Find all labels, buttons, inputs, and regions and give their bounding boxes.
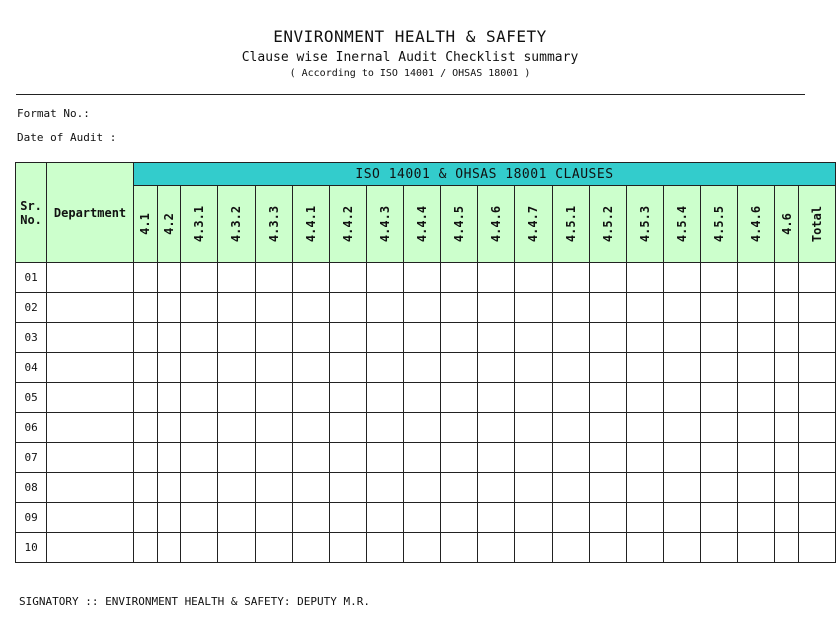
clause-cell[interactable] [738, 293, 775, 323]
clause-cell[interactable] [218, 323, 255, 353]
clause-header [775, 186, 799, 263]
department-cell[interactable] [47, 353, 134, 383]
clause-cell[interactable] [626, 413, 663, 443]
clause-cell[interactable] [255, 263, 292, 293]
table-row [16, 263, 836, 293]
clause-header [366, 186, 403, 263]
clause-cell[interactable] [157, 443, 181, 473]
clause-cell[interactable] [255, 533, 292, 563]
table-row [16, 353, 836, 383]
clause-label: 4.5.5 [712, 205, 727, 243]
clause-cell[interactable] [775, 473, 799, 503]
department-cell[interactable] [47, 293, 134, 323]
clause-cell[interactable] [441, 323, 478, 353]
clause-cell[interactable] [701, 263, 738, 293]
clause-cell[interactable] [181, 383, 218, 413]
clause-label: 4.3.2 [229, 205, 244, 243]
clause-label: 4.5.3 [637, 205, 652, 243]
clause-label: 4.4.1 [303, 205, 318, 243]
clause-cell[interactable] [292, 323, 329, 353]
clause-cell[interactable] [292, 503, 329, 533]
clause-label: 4.3.1 [192, 205, 207, 243]
clause-cell[interactable] [589, 413, 626, 443]
clause-cell[interactable] [701, 503, 738, 533]
clause-cell[interactable] [292, 443, 329, 473]
clause-cell[interactable] [701, 323, 738, 353]
clause-cell[interactable] [255, 293, 292, 323]
clause-cell[interactable] [292, 473, 329, 503]
clause-cell[interactable] [515, 323, 552, 353]
clause-cell[interactable] [366, 473, 403, 503]
clause-cell[interactable] [775, 443, 799, 473]
clause-cell[interactable] [329, 293, 366, 323]
clause-header [181, 186, 218, 263]
clause-cell[interactable] [798, 353, 835, 383]
clause-cell[interactable] [775, 263, 799, 293]
clause-cell[interactable] [329, 503, 366, 533]
clause-cell[interactable] [181, 533, 218, 563]
sr-no-cell: 10 [16, 533, 47, 563]
clause-cell[interactable] [441, 413, 478, 443]
clause-cell[interactable] [663, 443, 700, 473]
clause-cell[interactable] [515, 503, 552, 533]
audit-checklist-table [15, 162, 836, 563]
clause-cell[interactable] [157, 413, 181, 443]
clause-cell[interactable] [552, 353, 589, 383]
clause-cell[interactable] [701, 443, 738, 473]
clause-cell[interactable] [552, 323, 589, 353]
clause-cell[interactable] [798, 263, 835, 293]
clause-cell[interactable] [515, 533, 552, 563]
clause-label: 4.5.1 [563, 205, 578, 243]
clause-cell[interactable] [292, 533, 329, 563]
clause-cell[interactable] [663, 533, 700, 563]
clause-cell[interactable] [478, 353, 515, 383]
clause-cell[interactable] [255, 383, 292, 413]
department-cell[interactable] [47, 503, 134, 533]
clause-cell[interactable] [552, 293, 589, 323]
clause-header [441, 186, 478, 263]
clause-header [626, 186, 663, 263]
clause-label: 4.6 [779, 213, 794, 235]
clause-cell[interactable] [404, 293, 441, 323]
clause-cell[interactable] [701, 353, 738, 383]
clause-cell[interactable] [181, 323, 218, 353]
clause-label: 4.5.4 [674, 205, 689, 243]
clause-cell[interactable] [218, 533, 255, 563]
clause-label: 4.2 [161, 213, 176, 235]
clause-cell[interactable] [329, 443, 366, 473]
clause-header [292, 186, 329, 263]
clause-header [255, 186, 292, 263]
table-row [16, 293, 836, 323]
clause-cell[interactable] [478, 293, 515, 323]
clause-cell[interactable] [552, 503, 589, 533]
clause-cell[interactable] [663, 263, 700, 293]
clause-header [133, 186, 157, 263]
clause-cell[interactable] [133, 473, 157, 503]
table-row [16, 413, 836, 443]
clause-cell[interactable] [329, 533, 366, 563]
clause-cell[interactable] [441, 263, 478, 293]
clause-cell[interactable] [478, 533, 515, 563]
clause-cell[interactable] [663, 473, 700, 503]
clause-cell[interactable] [738, 533, 775, 563]
clause-label: 4.1 [138, 213, 153, 235]
clause-cell[interactable] [133, 353, 157, 383]
clause-cell[interactable] [478, 473, 515, 503]
clause-cell[interactable] [133, 443, 157, 473]
department-cell[interactable] [47, 443, 134, 473]
clause-cell[interactable] [404, 443, 441, 473]
clause-cell[interactable] [775, 383, 799, 413]
clause-cell[interactable] [478, 503, 515, 533]
clause-cell[interactable] [478, 413, 515, 443]
department-cell[interactable] [47, 323, 134, 353]
clause-cell[interactable] [626, 383, 663, 413]
clause-cell[interactable] [404, 263, 441, 293]
clause-cell[interactable] [404, 383, 441, 413]
clause-cell[interactable] [701, 293, 738, 323]
clause-cell[interactable] [552, 473, 589, 503]
clause-cell[interactable] [157, 503, 181, 533]
clause-cell[interactable] [329, 383, 366, 413]
clause-cell[interactable] [478, 443, 515, 473]
clause-cell[interactable] [738, 353, 775, 383]
clause-cell[interactable] [329, 413, 366, 443]
clause-header [552, 186, 589, 263]
sr-no-cell: 01 [16, 263, 47, 293]
clause-cell[interactable] [181, 353, 218, 383]
clause-cell[interactable] [181, 503, 218, 533]
clause-cell[interactable] [738, 323, 775, 353]
clause-cell[interactable] [133, 533, 157, 563]
clause-cell[interactable] [701, 533, 738, 563]
clause-cell[interactable] [515, 383, 552, 413]
clause-label: 4.4.6 [489, 205, 504, 243]
clause-cell[interactable] [255, 503, 292, 533]
clause-header [515, 186, 552, 263]
clause-cell[interactable] [738, 383, 775, 413]
clause-cell[interactable] [404, 413, 441, 443]
clause-cell[interactable] [292, 353, 329, 383]
clause-cell[interactable] [701, 473, 738, 503]
table-row [16, 503, 836, 533]
clause-cell[interactable] [775, 293, 799, 323]
clause-cell[interactable] [589, 293, 626, 323]
clause-label: 4.5.2 [600, 205, 615, 243]
clause-cell[interactable] [663, 383, 700, 413]
clause-header [798, 186, 835, 263]
clause-cell[interactable] [218, 473, 255, 503]
clause-cell[interactable] [157, 383, 181, 413]
clause-cell[interactable] [589, 533, 626, 563]
clause-cell[interactable] [515, 293, 552, 323]
clause-cell[interactable] [775, 353, 799, 383]
clause-cell[interactable] [663, 323, 700, 353]
clause-cell[interactable] [366, 293, 403, 323]
sr-no-cell: 02 [16, 293, 47, 323]
document-subtitle: Clause wise Inernal Audit Checklist summary [241, 50, 579, 65]
clause-header [478, 186, 515, 263]
clause-cell[interactable] [798, 533, 835, 563]
clause-cell[interactable] [798, 473, 835, 503]
clause-label: 4.3.3 [266, 205, 281, 243]
clause-cell[interactable] [255, 413, 292, 443]
table-row [16, 533, 836, 563]
clause-cell[interactable] [133, 413, 157, 443]
clause-cell[interactable] [366, 443, 403, 473]
clause-cell[interactable] [157, 293, 181, 323]
clause-cell[interactable] [329, 473, 366, 503]
clause-cell[interactable] [366, 263, 403, 293]
clause-header [589, 186, 626, 263]
clause-cell[interactable] [292, 383, 329, 413]
clause-cell[interactable] [626, 443, 663, 473]
clause-header [701, 186, 738, 263]
clause-cell[interactable] [133, 263, 157, 293]
clause-cell[interactable] [663, 293, 700, 323]
clause-cell[interactable] [404, 533, 441, 563]
sr-no-cell: 08 [16, 473, 47, 503]
clause-cell[interactable] [329, 353, 366, 383]
clause-cell[interactable] [441, 503, 478, 533]
clause-cell[interactable] [775, 533, 799, 563]
department-cell[interactable] [47, 413, 134, 443]
clause-label: 4.4.7 [526, 205, 541, 243]
clause-cell[interactable] [404, 353, 441, 383]
clause-cell[interactable] [441, 443, 478, 473]
clause-cell[interactable] [663, 353, 700, 383]
clause-header [404, 186, 441, 263]
department-cell[interactable] [47, 533, 134, 563]
clause-header [218, 186, 255, 263]
clause-cell[interactable] [292, 263, 329, 293]
clause-cell[interactable] [366, 413, 403, 443]
clause-cell[interactable] [663, 503, 700, 533]
department-cell[interactable] [47, 473, 134, 503]
clause-cell[interactable] [589, 323, 626, 353]
clause-cell[interactable] [441, 383, 478, 413]
clause-cell[interactable] [292, 293, 329, 323]
department-header: Department [47, 163, 134, 263]
clause-cell[interactable] [181, 443, 218, 473]
clause-cell[interactable] [626, 473, 663, 503]
clause-header [157, 186, 181, 263]
format-no-label: Format No.: [17, 107, 90, 120]
clause-cell[interactable] [157, 473, 181, 503]
clauses-group-header: ISO 14001 & OHSAS 18001 CLAUSES [133, 163, 835, 186]
clause-cell[interactable] [626, 533, 663, 563]
clause-cell[interactable] [366, 503, 403, 533]
clause-cell[interactable] [133, 503, 157, 533]
clause-cell[interactable] [366, 353, 403, 383]
clause-cell[interactable] [157, 533, 181, 563]
clause-label: Total [809, 205, 824, 243]
clause-cell[interactable] [441, 473, 478, 503]
clause-cell[interactable] [552, 443, 589, 473]
clause-cell[interactable] [701, 413, 738, 443]
clause-cell[interactable] [589, 503, 626, 533]
sr-no-cell: 09 [16, 503, 47, 533]
sr-no-cell: 06 [16, 413, 47, 443]
clause-cell[interactable] [441, 293, 478, 323]
clause-cell[interactable] [255, 353, 292, 383]
clause-cell[interactable] [798, 413, 835, 443]
header-divider [16, 94, 805, 95]
table-row [16, 443, 836, 473]
clause-cell[interactable] [738, 413, 775, 443]
table-row [16, 383, 836, 413]
document-title: ENVIRONMENT HEALTH & SAFETY [273, 27, 547, 46]
clause-cell[interactable] [626, 293, 663, 323]
department-cell[interactable] [47, 383, 134, 413]
clause-cell[interactable] [798, 323, 835, 353]
standard-note: ( According to ISO 14001 / OHSAS 18001 ) [289, 68, 531, 79]
signatory-line: SIGNATORY :: ENVIRONMENT HEALTH & SAFETY: DEPUTY M.R. [19, 595, 370, 608]
clause-cell[interactable] [157, 323, 181, 353]
sr-no-header: Sr. No. [16, 163, 47, 263]
clause-cell[interactable] [218, 443, 255, 473]
clause-cell[interactable] [478, 383, 515, 413]
clause-cell[interactable] [552, 413, 589, 443]
clause-label: 4.4.4 [415, 205, 430, 243]
clause-cell[interactable] [181, 293, 218, 323]
clause-cell[interactable] [133, 383, 157, 413]
clause-label: 4.4.6 [749, 205, 764, 243]
clause-cell[interactable] [329, 323, 366, 353]
clause-cell[interactable] [738, 443, 775, 473]
clause-label: 4.4.5 [452, 205, 467, 243]
clause-cell[interactable] [798, 503, 835, 533]
clause-cell[interactable] [775, 503, 799, 533]
clause-cell[interactable] [441, 533, 478, 563]
clause-cell[interactable] [404, 473, 441, 503]
clause-cell[interactable] [589, 473, 626, 503]
clause-cell[interactable] [181, 473, 218, 503]
clause-cell[interactable] [218, 293, 255, 323]
clause-header [329, 186, 366, 263]
clause-cell[interactable] [738, 473, 775, 503]
clause-cell[interactable] [218, 413, 255, 443]
clause-cell[interactable] [366, 323, 403, 353]
sr-no-cell: 05 [16, 383, 47, 413]
clause-cell[interactable] [366, 383, 403, 413]
clause-cell[interactable] [775, 413, 799, 443]
clause-cell[interactable] [589, 443, 626, 473]
clause-cell[interactable] [133, 293, 157, 323]
clause-label: 4.4.3 [377, 205, 392, 243]
clause-cell[interactable] [515, 443, 552, 473]
clause-cell[interactable] [218, 353, 255, 383]
clause-cell[interactable] [798, 293, 835, 323]
clause-cell[interactable] [515, 263, 552, 293]
clause-cell[interactable] [798, 383, 835, 413]
department-cell[interactable] [47, 263, 134, 293]
clause-cell[interactable] [589, 263, 626, 293]
clause-cell[interactable] [478, 263, 515, 293]
clause-cell[interactable] [366, 533, 403, 563]
clause-cell[interactable] [292, 413, 329, 443]
clause-cell[interactable] [157, 263, 181, 293]
clause-cell[interactable] [738, 503, 775, 533]
sr-no-cell: 07 [16, 443, 47, 473]
clause-cell[interactable] [478, 323, 515, 353]
clause-cell[interactable] [218, 503, 255, 533]
table-row [16, 473, 836, 503]
table-row [16, 323, 836, 353]
clause-cell[interactable] [552, 263, 589, 293]
clause-cell[interactable] [589, 383, 626, 413]
clause-cell[interactable] [255, 323, 292, 353]
clause-cell[interactable] [441, 353, 478, 383]
clause-cell[interactable] [218, 383, 255, 413]
clause-cell[interactable] [181, 263, 218, 293]
clause-cell[interactable] [218, 263, 255, 293]
clause-cell[interactable] [626, 353, 663, 383]
clause-cell[interactable] [589, 353, 626, 383]
clause-cell[interactable] [626, 323, 663, 353]
clause-cell[interactable] [404, 503, 441, 533]
clause-header [663, 186, 700, 263]
clause-cell[interactable] [775, 323, 799, 353]
clause-cell[interactable] [255, 473, 292, 503]
clause-cell[interactable] [329, 263, 366, 293]
clause-cell[interactable] [552, 533, 589, 563]
sr-no-cell: 04 [16, 353, 47, 383]
clause-cell[interactable] [798, 443, 835, 473]
clause-cell[interactable] [515, 473, 552, 503]
clause-label: 4.4.2 [340, 205, 355, 243]
clause-cell[interactable] [157, 353, 181, 383]
clause-cell[interactable] [515, 413, 552, 443]
clause-cell[interactable] [738, 263, 775, 293]
clause-cell[interactable] [626, 503, 663, 533]
clause-cell[interactable] [404, 323, 441, 353]
clause-cell[interactable] [181, 413, 218, 443]
date-of-audit-label: Date of Audit : [17, 131, 117, 144]
sr-no-cell: 03 [16, 323, 47, 353]
clause-cell[interactable] [663, 413, 700, 443]
clause-cell[interactable] [701, 383, 738, 413]
clause-header [738, 186, 775, 263]
clause-cell[interactable] [133, 323, 157, 353]
clause-cell[interactable] [515, 353, 552, 383]
clause-cell[interactable] [626, 263, 663, 293]
clause-cell[interactable] [255, 443, 292, 473]
clause-cell[interactable] [552, 383, 589, 413]
